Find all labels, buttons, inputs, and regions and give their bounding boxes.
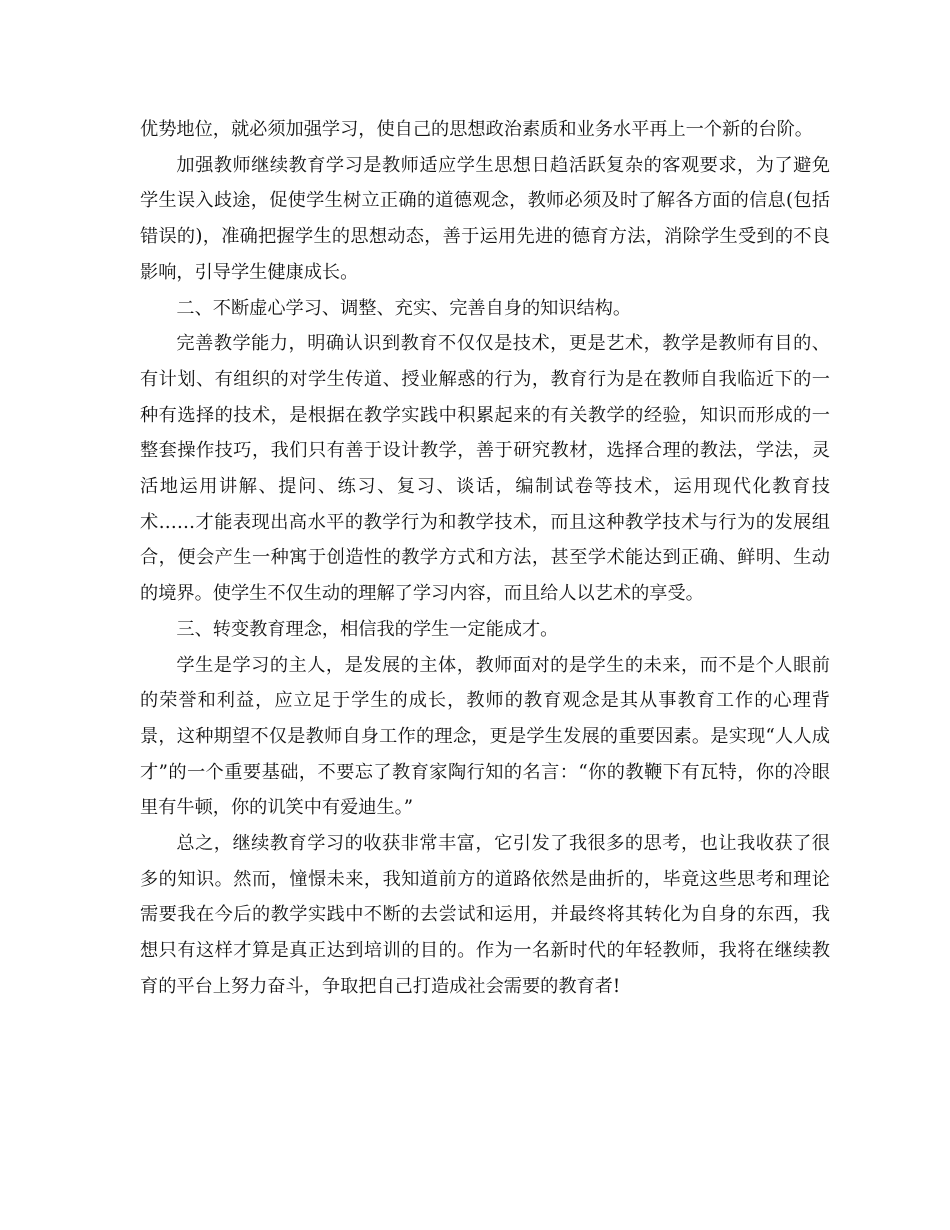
section-heading-2: 二、不断虚心学习、调整、充实、完善自身的知识结构。: [176, 297, 632, 319]
paragraph-continuation: 优势地位，就必须加强学习，使自己的思想政治素质和业务水平再上一个新的台阶。: [140, 119, 813, 140]
paragraph: 加强教师继续教育学习是教师适应学生思想日趋活跃复杂的客观要求，为了避免学生误入歧途，促使学生树立正确的道德观念，教师必须及时了解各方面的信息(包括错误的)，准确把握学生的思想动态，善于运用先进的德育方法，消除学生受到的不良影响，引导学生健康成长。: [140, 154, 830, 283]
paragraph: 完善教学能力，明确认识到教育不仅仅是技术，更是艺术，教学是教师有目的、有计划、有组织的对学生传道、授业解惑的行为，教育行为是在教师自我临近下的一种有选择的技术，是根据在教学实践中积累起来的有关教学的经验，知识而形成的一整套操作技巧，我们只有善于设计教学，善于研究教材，选择合理的教法，学法，灵活地运用讲解、提问、练习、复习、谈话，编制试卷等技术，运用现代化教育技术……才能表现出高水平的教学行为和教学技术，而且这种教学技术与行为的发展组合，便会产生一种寓于创造性的教学方式和方法，甚至学术能达到正确、鲜明、生动的境界。使学生不仅生动的理解了学习内容，而且给人以艺术的享受。: [140, 333, 830, 605]
paragraph-conclusion: 总之，继续教育学习的收获非常丰富，它引发了我很多的思考，也让我收获了很多的知识。然而，憧憬未来，我知道前方的道路依然是曲折的，毕竟这些思考和理论需要我在今后的教学实践中不断的去尝试和运用，并最终将其转化为自身的东西，我想只有这样才算是真正达到培训的目的。作为一名新时代的年轻教师，我将在继续教育的平台上努力奋斗，争取把自己打造成社会需要的教育者!: [140, 833, 830, 997]
paragraph: 学生是学习的主人，是发展的主体，教师面对的是学生的未来，而不是个人眼前的荣誉和利益，应立足于学生的成长，教师的教育观念是其从事教育工作的心理背景，这种期望不仅是教师自身工作的理念，更是学生发展的重要因素。是实现“人人成才”的一个重要基础，不要忘了教育家陶行知的名言：“你的教鞭下有瓦特，你的冷眼里有牛顿，你的讥笑中有爱迪生。”: [140, 654, 830, 819]
section-heading-3: 三、转变教育理念，相信我的学生一定能成才。: [176, 618, 559, 640]
document-body: [140, 112, 830, 1005]
